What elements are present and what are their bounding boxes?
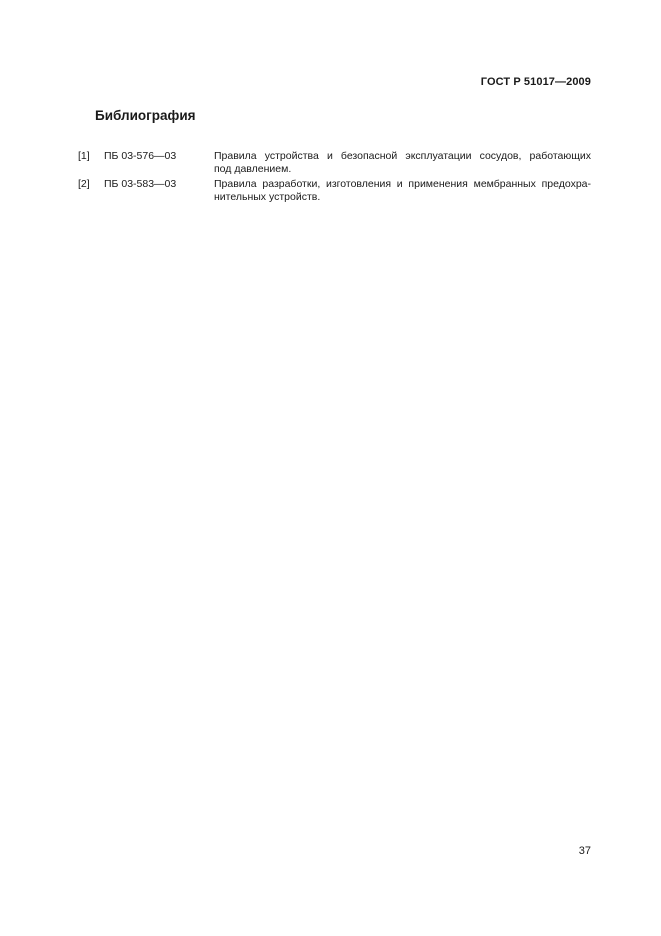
bibliography-entry-code: ПБ 03-576—03 bbox=[104, 150, 177, 162]
bibliography-entry bbox=[78, 178, 591, 204]
bibliography-entry bbox=[78, 150, 591, 176]
bibliography-entry-number: [2] bbox=[78, 178, 90, 190]
bibliography-entry-text bbox=[214, 178, 591, 204]
bibliography-entry-code: ПБ 03-583—03 bbox=[104, 178, 177, 190]
bibliography-entry-number: [1] bbox=[78, 150, 90, 162]
bibliography-entry-text-line: под давлением. bbox=[214, 163, 292, 175]
bibliography-entry-text-line: нительных устройств. bbox=[214, 191, 321, 203]
page-number: 37 bbox=[578, 845, 591, 857]
bibliography-list bbox=[78, 150, 591, 206]
section-title: Библиография bbox=[95, 108, 196, 123]
bibliography-entry-text-line: Правила устройства и безопасной эксплуатации сосудов, работающих bbox=[214, 150, 591, 162]
document-code: ГОСТ Р 51017—2009 bbox=[480, 76, 591, 88]
bibliography-entry-text-line: Правила разработки, изготовления и применения мембранных предохра- bbox=[214, 178, 591, 190]
bibliography-entry-text bbox=[214, 150, 591, 176]
